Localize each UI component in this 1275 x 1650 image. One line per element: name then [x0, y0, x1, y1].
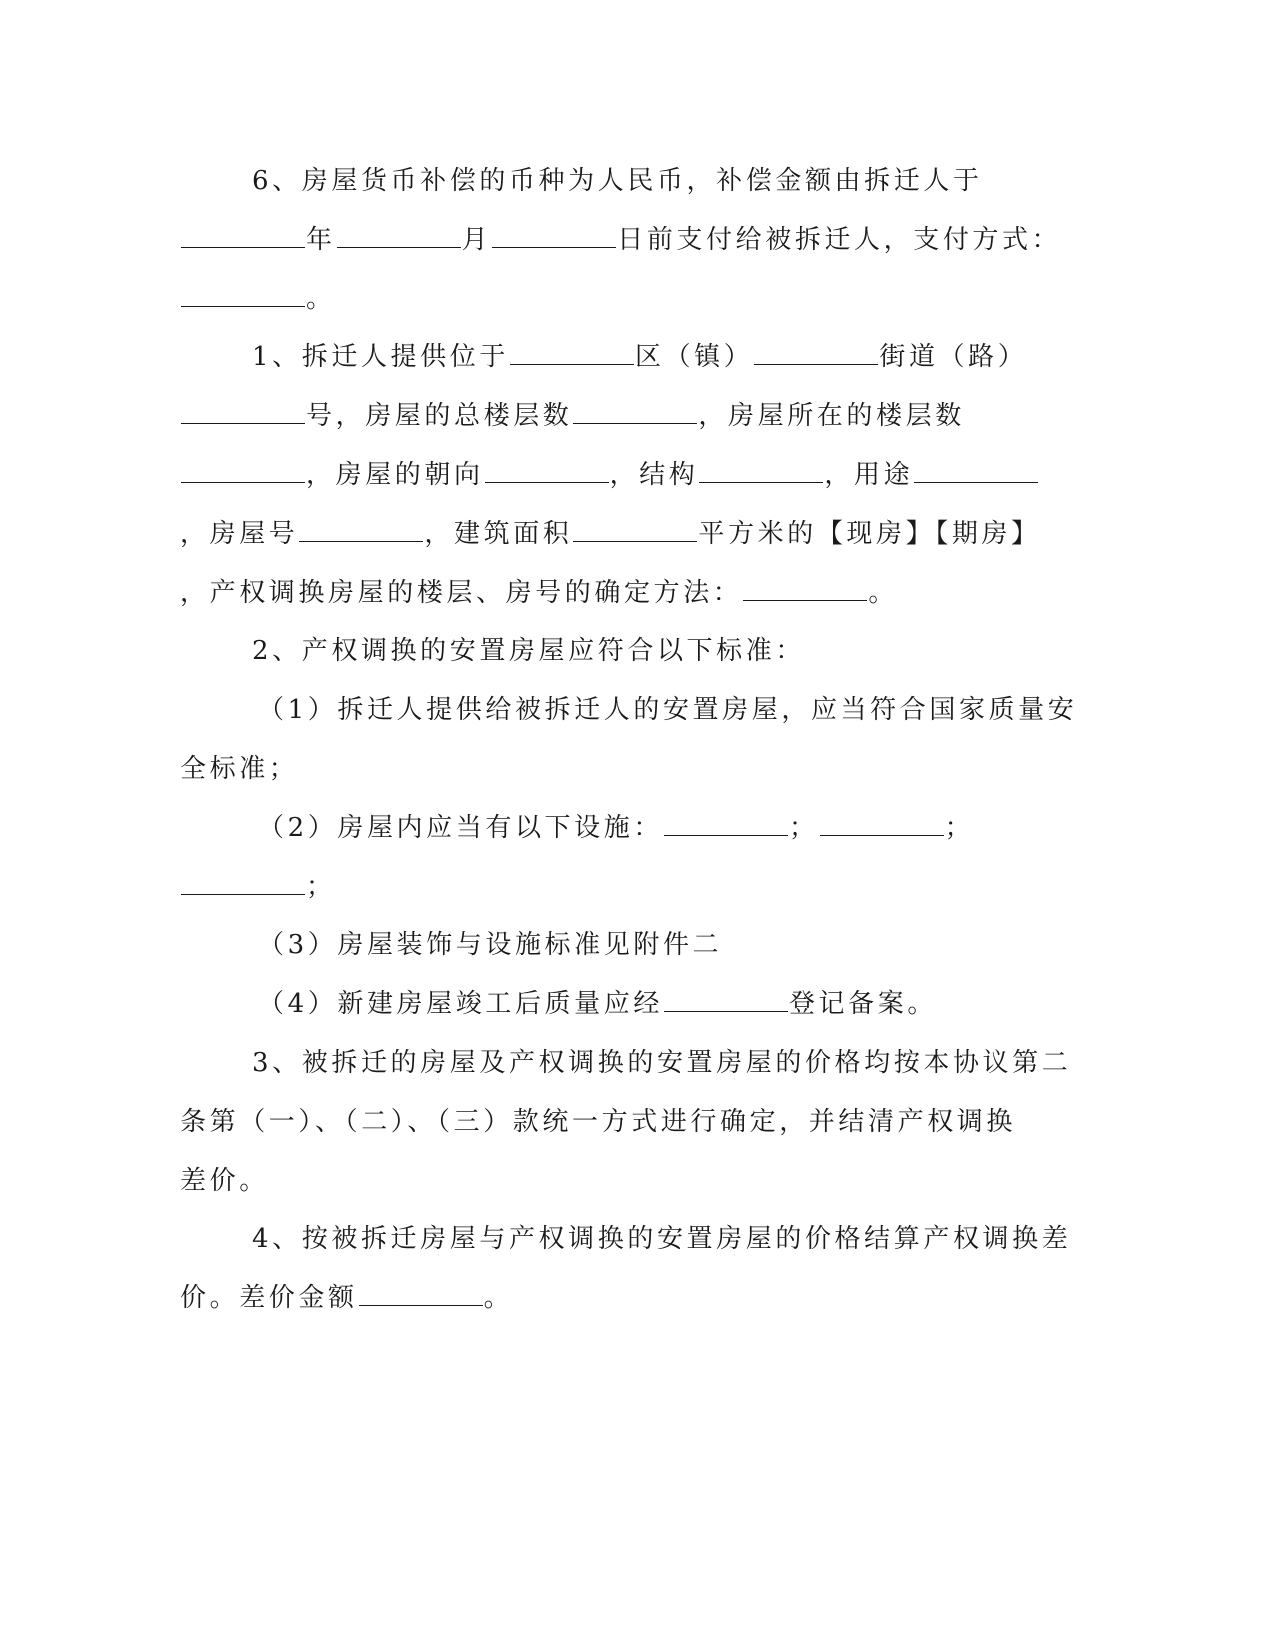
text: 号，房屋的总楼层数 — [306, 401, 573, 431]
fill-blank-facility-1 — [664, 813, 788, 836]
text: 条第（一）、（二）、（三）款统一方式进行确定，并结清产权调换 — [180, 1107, 1017, 1137]
text: 街道（路） — [879, 342, 1028, 372]
text: ，产权调换房屋的楼层、房号的确定方法： — [180, 578, 743, 608]
clause-3-line-1 — [252, 1046, 1071, 1080]
clause-2-item-1-line-1 — [258, 693, 1077, 727]
clause-6-line-3 — [180, 282, 336, 316]
text: （4）新建房屋竣工后质量应经 — [258, 989, 663, 1019]
text: ； — [944, 813, 975, 843]
clause-6-line-2 — [180, 223, 1061, 257]
text: 月 — [461, 225, 492, 255]
text: 价。差价金额 — [180, 1283, 358, 1313]
clause-1-line-2 — [180, 399, 965, 433]
text: ，建筑面积 — [424, 519, 573, 549]
clause-1-line-1 — [252, 340, 1027, 374]
fill-blank-facility-2 — [820, 813, 944, 836]
text: 4、按被拆迁房屋与产权调换的安置房屋的价格结算产权调换差 — [252, 1224, 1072, 1254]
fill-blank-price-difference — [359, 1283, 483, 1306]
fill-blank-street — [754, 342, 878, 365]
fill-blank-area — [573, 519, 697, 542]
text: 6、房屋货币补偿的币种为人民币，补偿金额由拆迁人于 — [252, 166, 983, 196]
clause-2-heading — [252, 634, 805, 668]
text: ； — [306, 872, 336, 902]
fill-blank-payment-method — [181, 284, 305, 307]
text: 区（镇） — [634, 342, 754, 372]
fill-blank-day — [492, 225, 616, 248]
text: ，用途 — [824, 460, 914, 490]
text: 登记备案。 — [788, 989, 937, 1019]
text: 3、被拆迁的房屋及产权调换的安置房屋的价格均按本协议第二 — [252, 1048, 1072, 1078]
text: ，结构 — [609, 460, 699, 490]
fill-blank-usage — [914, 460, 1038, 483]
clause-4-line-2 — [180, 1281, 513, 1315]
fill-blank-year — [181, 225, 305, 248]
text: 2、产权调换的安置房屋应符合以下标准： — [252, 636, 805, 666]
fill-blank-orientation — [485, 460, 609, 483]
fill-blank-room-number — [299, 519, 423, 542]
clause-2-item-2-line-2 — [180, 870, 336, 904]
clause-3-line-3 — [180, 1164, 269, 1198]
fill-blank-structure — [699, 460, 823, 483]
text: ； — [788, 813, 819, 843]
text: （3）房屋装饰与设施标准见附件二 — [258, 930, 723, 960]
fill-blank-number — [181, 401, 305, 424]
text: ，房屋号 — [180, 519, 299, 549]
text: 日前支付给被拆迁人，支付方式： — [617, 225, 1062, 255]
fill-blank-floor — [181, 460, 305, 483]
text: （2）房屋内应当有以下设施： — [258, 813, 663, 843]
text: ，房屋所在的楼层数 — [698, 401, 965, 431]
text: 年 — [306, 225, 336, 255]
text: 差价。 — [180, 1166, 269, 1196]
clause-2-item-3 — [258, 928, 722, 962]
clause-4-line-1 — [252, 1222, 1071, 1256]
text: 全标准； — [180, 754, 299, 784]
clause-1-line-3 — [180, 458, 1039, 492]
clause-6-line-1 — [252, 164, 983, 198]
clause-3-line-2 — [180, 1105, 1016, 1139]
fill-blank-total-floors — [573, 401, 697, 424]
clause-1-line-5 — [180, 576, 898, 610]
text: （1）拆迁人提供给被拆迁人的安置房屋，应当符合国家质量安 — [258, 695, 1078, 725]
text: 。 — [306, 284, 336, 314]
fill-blank-determination-method — [743, 578, 867, 601]
fill-blank-registration-authority — [664, 989, 788, 1012]
fill-blank-month — [337, 225, 461, 248]
text: ，房屋的朝向 — [306, 460, 484, 490]
clause-1-line-4 — [180, 517, 1041, 551]
clause-2-item-4 — [258, 987, 937, 1021]
text: 平方米的【现房】【期房】 — [698, 519, 1041, 549]
fill-blank-facility-3 — [181, 872, 305, 895]
clause-2-item-1-line-2 — [180, 752, 298, 786]
text: 。 — [868, 578, 899, 608]
fill-blank-district — [510, 342, 634, 365]
text: 。 — [483, 1283, 514, 1313]
clause-2-item-2-line-1 — [258, 811, 974, 845]
text: 1、拆迁人提供位于 — [252, 342, 509, 372]
